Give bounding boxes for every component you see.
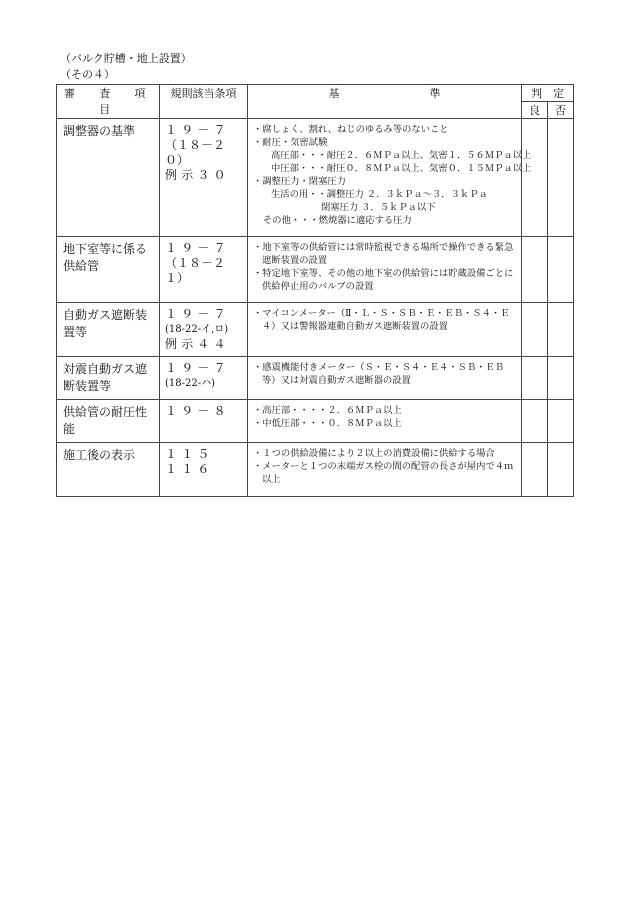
column-header-basis	[248, 85, 522, 119]
basis-line: ・高圧部・・・・２．６ＭＰａ以上	[253, 405, 402, 416]
article-line: (18-22-イ,ロ)	[165, 324, 229, 335]
column-header-item: 審 査 項 目	[57, 85, 160, 119]
basis-line: ・腐しょく、割れ、ねじのゆるみ等のないこと	[253, 124, 449, 135]
basis-line: ・中低圧部・・・０．８ＭＰａ以上	[253, 418, 402, 429]
table-row	[57, 357, 574, 400]
basis-line: ・耐圧・気密試験	[253, 137, 328, 148]
row-item: 地下室等に係る供給管	[57, 237, 160, 303]
row-item: 供給管の耐圧性能	[57, 400, 160, 443]
row-item: 自動ガス遮断装置等	[57, 303, 160, 357]
table-row	[57, 443, 574, 497]
article-line: １９－７	[165, 241, 230, 255]
table-row	[57, 400, 574, 443]
row-basis	[248, 443, 522, 497]
row-item: 施工後の表示	[57, 443, 160, 497]
judge-good-cell[interactable]	[522, 237, 548, 303]
judge-bad-cell[interactable]	[548, 119, 574, 237]
row-basis	[248, 303, 522, 357]
column-header-article: 規則該当条項	[160, 85, 248, 119]
row-item: 対震自動ガス遮断装置等	[57, 357, 160, 400]
article-line: 例示３０	[165, 168, 230, 182]
article-line: (18-22-ハ)	[165, 378, 216, 389]
table-row	[57, 237, 574, 303]
table-row	[57, 119, 574, 237]
basis-line: ・１つの供給設備により２以上の消費設備に供給する場合	[253, 448, 495, 459]
column-header-judgement: 判 定	[522, 85, 574, 102]
document-subtitle: （バルク貯槽・地上設置）	[60, 52, 192, 65]
judge-good-cell[interactable]	[522, 119, 548, 237]
review-table	[56, 84, 574, 497]
judge-good-cell[interactable]	[522, 357, 548, 400]
judge-good-cell[interactable]	[522, 443, 548, 497]
basis-line: ・メーターと１つの末端ガス栓の間の配管の長さが屋内で４ｍ以上	[253, 461, 514, 485]
basis-line: その他・・・燃焼器に適応する圧力	[263, 215, 412, 226]
basis-line: 閉塞圧力 ３．５ｋＰａ以下	[321, 202, 436, 213]
column-header-bad: 否	[548, 102, 574, 119]
table-row	[57, 303, 574, 357]
judge-bad-cell[interactable]	[548, 357, 574, 400]
row-article	[160, 443, 248, 497]
article-line: １９－７	[165, 361, 230, 375]
judge-bad-cell[interactable]	[548, 400, 574, 443]
column-header-good: 良	[522, 102, 548, 119]
judge-good-cell[interactable]	[522, 303, 548, 357]
row-basis	[248, 237, 522, 303]
article-line: （１８－２１）	[165, 256, 226, 285]
basis-line: ・地下室等の供給管には常時監視できる場所で操作できる緊急遮断装置の設置	[253, 242, 514, 266]
row-basis	[248, 357, 522, 400]
document-part-label: （その４）	[60, 68, 115, 81]
basis-line: 生活の用・・調整圧力 ２．３ｋＰａ～３．３ｋＰａ	[271, 189, 488, 200]
column-header-basis-right: 準	[429, 87, 441, 100]
article-line: １９－８	[165, 404, 230, 418]
row-item: 調整器の基準	[57, 119, 160, 237]
judge-bad-cell[interactable]	[548, 237, 574, 303]
row-article	[160, 400, 248, 443]
article-line: １９－７	[165, 123, 230, 137]
judge-bad-cell[interactable]	[548, 303, 574, 357]
article-line: １１５	[165, 447, 214, 461]
article-line: （１８－２０）	[165, 138, 226, 167]
basis-line: ・マイコンメーター（Ⅱ・Ｌ・Ｓ・ＳＢ・Ｅ・ＥＢ・Ｓ４・Ｅ４）又は警報器連動自動ガス遮断装置の設置	[253, 308, 510, 332]
basis-line: ・感震機能付きメーター（Ｓ・Ｅ・Ｓ４・Ｅ４・ＳＢ・ＥＢ等）又は対震自動ガス遮断器の設置	[253, 362, 505, 386]
basis-line: 中圧部・・・耐圧０．８ＭＰａ以上、気密０．１５ＭＰａ以上	[271, 163, 532, 174]
column-header-basis-left: 基	[328, 87, 340, 100]
basis-line: ・調整圧力・閉塞圧力	[253, 176, 346, 187]
basis-line: ・特定地下室等、その他の地下室の供給管には貯蔵設備ごとに供給停止用のバルブの設置	[253, 268, 514, 292]
article-line: １１６	[165, 462, 214, 476]
row-article	[160, 237, 248, 303]
judge-bad-cell[interactable]	[548, 443, 574, 497]
row-article	[160, 303, 248, 357]
basis-line: 高圧部・・・耐圧２．６ＭＰａ以上、気密１．５６ＭＰａ以上	[271, 150, 532, 161]
article-line: １９－７	[165, 307, 230, 321]
row-article	[160, 119, 248, 237]
row-article	[160, 357, 248, 400]
row-basis	[248, 400, 522, 443]
row-basis	[248, 119, 532, 237]
article-line: 例示４４	[165, 337, 230, 351]
judge-good-cell[interactable]	[522, 400, 548, 443]
